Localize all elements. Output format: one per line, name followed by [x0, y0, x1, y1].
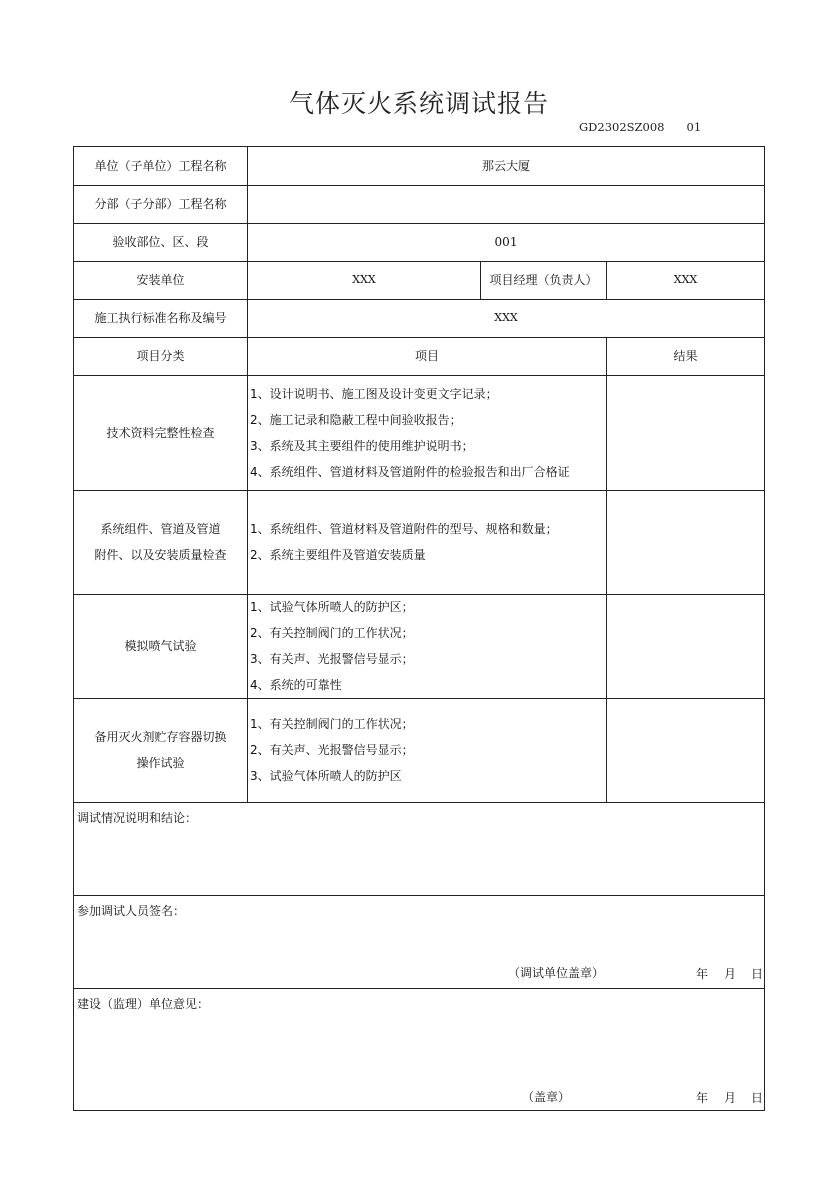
section-item: 1、有关控制阀门的工作状况；	[250, 717, 414, 731]
header-item: 项目	[414, 349, 439, 363]
project-manager-label: 项目经理（负责人）	[489, 273, 598, 287]
unit-project-value[interactable]: 那云大厦	[481, 159, 530, 173]
section-item: 2、有关控制阀门的工作状况；	[250, 626, 414, 640]
section-item: 4、系统的可靠性	[250, 678, 342, 692]
signatures-label: 参加调试人员签名：	[77, 904, 186, 918]
section-category	[74, 490, 247, 594]
signatures-area[interactable]	[74, 896, 764, 988]
acceptance-location-label: 验收部位、区、段	[112, 235, 209, 249]
conclusion-label: 调试情况说明和结论：	[77, 811, 198, 825]
section-result[interactable]	[607, 375, 764, 490]
document-code-number: GD2302SZ008	[579, 120, 665, 134]
section-item: 2、有关声、光报警信号显示；	[250, 743, 414, 757]
supervision-area[interactable]	[74, 989, 764, 1110]
section-category: 技术资料完整性检查	[106, 425, 215, 440]
standard-value[interactable]: XXX	[494, 311, 518, 324]
document-code	[579, 120, 701, 134]
header-result: 结果	[673, 349, 698, 363]
section-result[interactable]	[607, 698, 764, 802]
document-code-suffix: 01	[686, 120, 702, 134]
install-unit-value[interactable]: XXX	[352, 273, 376, 286]
report-table	[73, 146, 765, 1111]
conclusion-area[interactable]	[74, 803, 764, 895]
supervision-day: 日	[751, 1091, 764, 1105]
section-category: 模拟喷气试验	[124, 639, 197, 653]
section-item: 3、有关声、光报警信号显示；	[250, 652, 414, 666]
section-items	[248, 594, 606, 698]
supervision-stamp: （盖章）	[522, 1090, 571, 1104]
signatures-stamp: （调试单位盖章）	[508, 966, 605, 980]
section-item: 4、系统组件、管道材料及管道附件的检验报告和出厂合格证	[250, 464, 570, 479]
unit-project-label: 单位（子单位）工程名称	[94, 159, 227, 173]
section-items	[248, 375, 606, 490]
sub-project-label: 分部（子分部）工程名称	[94, 197, 227, 211]
standard-label: 施工执行标准名称及编号	[94, 311, 227, 325]
section-items	[248, 490, 606, 594]
section-result[interactable]	[607, 490, 764, 594]
section-category-line: 系统组件、管道及管道	[100, 522, 221, 536]
signatures-month: 月	[724, 967, 737, 981]
signatures-year: 年	[696, 967, 709, 981]
supervision-year: 年	[696, 1091, 709, 1105]
section-item: 2、施工记录和隐蔽工程中间验收报告；	[250, 412, 462, 427]
section-category	[74, 698, 247, 802]
section-category-line: 附件、以及安装质量检查	[94, 548, 227, 562]
supervision-month: 月	[724, 1091, 737, 1105]
section-item: 1、设计说明书、施工图及设计变更文字记录；	[250, 386, 498, 401]
section-item: 2、系统主要组件及管道安装质量	[250, 548, 426, 562]
section-category-line: 操作试验	[136, 756, 185, 770]
document-title: 气体灭火系统调试报告	[288, 89, 549, 118]
section-category-line: 备用灭火剂贮存容器切换	[94, 730, 227, 744]
supervision-label: 建设（监理）单位意见：	[77, 997, 210, 1011]
header-category: 项目分类	[136, 349, 185, 363]
install-unit-label: 安装单位	[136, 273, 185, 287]
project-manager-value[interactable]: XXX	[673, 273, 698, 286]
section-item: 1、系统组件、管道材料及管道附件的型号、规格和数量；	[250, 522, 558, 536]
section-item: 3、试验气体所喷人的防护区	[250, 769, 402, 783]
section-result[interactable]	[607, 594, 764, 698]
signatures-day: 日	[751, 967, 764, 981]
sub-project-value[interactable]	[248, 185, 764, 223]
acceptance-location-value[interactable]: 001	[494, 235, 518, 249]
section-item: 1、试验气体所喷人的防护区；	[250, 600, 414, 614]
section-item: 3、系统及其主要组件的使用维护说明书；	[250, 438, 474, 453]
section-items	[248, 698, 606, 802]
